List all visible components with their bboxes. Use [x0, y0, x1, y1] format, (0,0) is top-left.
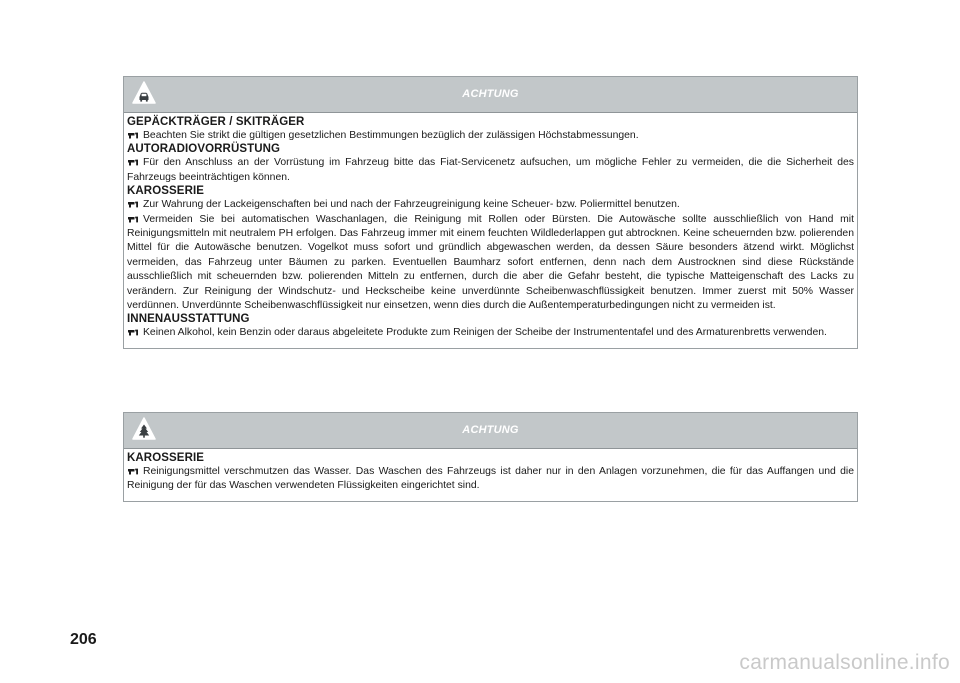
paragraph [127, 465, 854, 494]
wrench-bullet-icon [127, 467, 139, 475]
paragraph [127, 326, 854, 340]
paragraph [127, 198, 854, 212]
wrench-bullet-icon [127, 215, 139, 223]
paragraph-text: Keinen Alkohol, kein Benzin oder daraus abgeleitete Produkte zum Reinigen der Scheibe der Instrumententafel und des Armaturenbretts verwenden. [143, 327, 827, 339]
wrench-bullet-icon [127, 158, 139, 166]
paragraph-text: Für den Anschluss an der Vorrüstung im Fahrzeug bitte das Fiat-Servicenetz aufsuchen, um mögliche Fehler zu vermeiden, die die Sicherheit des Fahrzeugs beeinträchtigen können. [127, 157, 854, 183]
page-number: 206 [70, 631, 97, 648]
section-title-roof-rack: GEPÄCKTRÄGER / SKITRÄGER [127, 116, 305, 128]
warning-body [124, 113, 857, 348]
wrench-bullet-icon [127, 200, 139, 208]
paragraph-text: Beachten Sie strikt die gültigen gesetzlichen Bestimmungen bezüglich der zulässigen Höchstabmessungen. [143, 130, 639, 141]
paragraph [127, 156, 854, 185]
section-title-interior: INNENAUSSTATTUNG [127, 313, 250, 326]
watermark: carmanualsonline.info [739, 651, 950, 674]
section-title-radio-prep: AUTORADIOVORRÜSTUNG [127, 143, 281, 156]
warning-box-2 [123, 412, 858, 502]
section-title-body: KAROSSERIE [127, 185, 205, 198]
section-title-body: KAROSSERIE [127, 452, 205, 464]
paragraph [127, 213, 854, 314]
wrench-bullet-icon [127, 328, 139, 336]
warning-body [124, 449, 857, 501]
warning-title: ACHTUNG [462, 424, 519, 436]
warning-title: ACHTUNG [462, 88, 519, 100]
paragraph [127, 129, 854, 143]
wrench-bullet-icon [127, 131, 139, 139]
paragraph-text: Vermeiden Sie bei automatischen Waschanlagen, die Reinigung mit Rollen oder Bürsten. Die Autowäsche sollte ausschließlich von Hand mit Reinigungsmitteln mit neutralem PH erfolgen. Das Fahrzeug immer mit einem feuchten Wildlederlappen gut abtrocknen. Keine scheuernden bzw. polierenden Mittel für die Autowäsche benutzen. Vogelkot muss sofort und gründlich abgewaschen werden, da dessen Säure besonders ätzend wirkt. Möglichst vermeiden, das Fahrzeug unter Bäumen zu parken. Eventuellen Baumharz sofort entfernen, denn nach dem Austrocknen sind diese Rückstände ausschließlich mit scheuernden bzw. polierenden Mitteln zu entfernen, durch die aber die Gefahr besteht, die typische Matteigenschaft des Lacks zu verändern. Zur Reinigung der Windschutz- und Heckscheibe keine unverdünnte Scheibenwaschflüssigkeit benutzen. Immer zuerst mit 50% Wasser verdünnen. Unverdünnte Scheibenwaschflüssigkeit nur einsetzen, wenn dies durch die Außentemperaturbedingungen nicht zu vermeiden ist. [127, 213, 854, 312]
warning-header [124, 413, 857, 449]
paragraph-text: Zur Wahrung der Lackeigenschaften bei und nach der Fahrzeugreinigung keine Scheuer- bzw. Poliermittel benutzen. [143, 199, 680, 211]
warning-box-1 [123, 76, 858, 349]
paragraph-text: Reinigungsmittel verschmutzen das Wasser. Das Waschen des Fahrzeugs ist daher nur in den Anlagen vorzunehmen, die für das Auffangen und die Reinigung der für das Waschen verwendeten Flüssigkeiten eingerichtet sind. [127, 466, 854, 492]
warning-header [124, 77, 857, 113]
